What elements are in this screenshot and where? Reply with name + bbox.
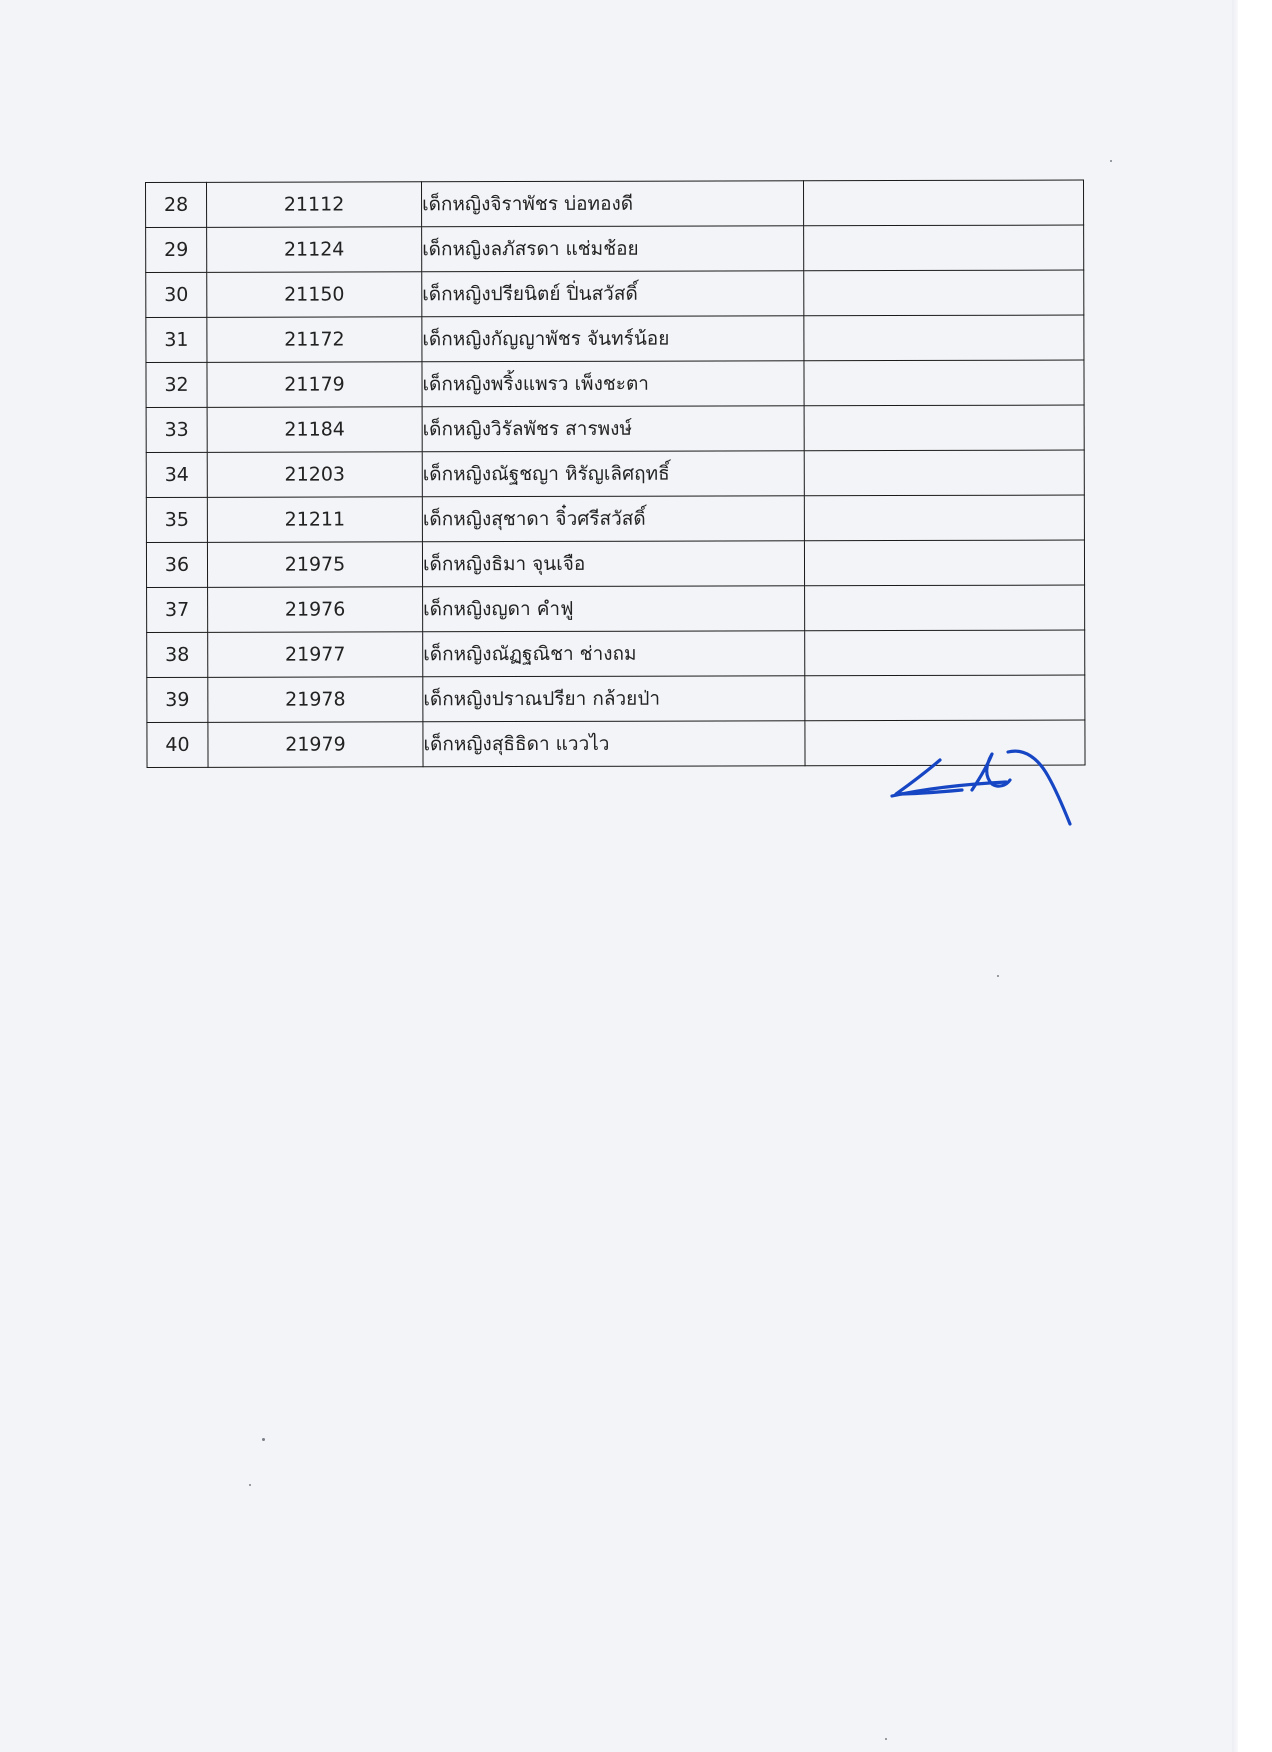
table-row [146,360,1084,407]
cell-student-name: เด็กหญิงวิรัลพัชร สารพงษ์ [422,406,804,452]
handwritten-signature [888,744,1078,828]
cell-student-id: 21203 [207,452,422,498]
cell-number: 35 [146,497,207,542]
cell-number: 34 [146,452,207,497]
cell-remark [804,405,1084,451]
cell-student-id: 21978 [208,677,423,723]
table-row [147,630,1085,677]
table-row [146,270,1084,317]
cell-number: 28 [146,182,207,227]
scan-speck [997,975,999,977]
page-edge-shadow [1232,0,1238,1752]
cell-remark [804,450,1084,496]
table-row [147,585,1085,632]
cell-student-name: เด็กหญิงณัฐชญา หิรัญเลิศฤทธิ์ [422,451,804,497]
cell-number: 31 [146,317,207,362]
table-row [146,180,1084,227]
cell-student-name: เด็กหญิงญดา คำฟู [423,586,805,632]
cell-remark [804,270,1084,316]
cell-remark [804,225,1084,271]
cell-student-name: เด็กหญิงสุชาดา จิ๋วศรีสวัสดิ์ [422,496,804,542]
scan-speck [885,1738,887,1740]
roster-body [146,180,1086,767]
cell-student-name: เด็กหญิงสุธิธิดา แววไว [423,721,805,767]
table-row [146,450,1084,497]
cell-student-name: เด็กหญิงปรียนิตย์ ปิ่นสวัสดิ์ [422,271,804,317]
scan-speck [262,1438,265,1441]
cell-student-id: 21976 [208,587,423,633]
signature-stroke-tail [1008,751,1070,824]
cell-student-name: เด็กหญิงธิมา จุนเจือ [422,541,804,587]
cell-remark [804,540,1084,586]
cell-student-id: 21977 [208,632,423,678]
cell-number: 36 [146,542,207,587]
cell-student-id: 21179 [207,362,422,408]
table-row [146,540,1084,587]
cell-number: 38 [147,632,208,677]
scan-speck [249,1484,251,1486]
cell-student-id: 21975 [207,542,422,588]
cell-remark [804,495,1084,541]
cell-student-name: เด็กหญิงลภัสรดา แช่มช้อย [422,226,804,272]
cell-student-id: 21979 [208,722,423,768]
table-row [146,315,1084,362]
cell-remark [805,585,1085,631]
cell-remark [805,630,1085,676]
student-roster-table [145,180,1086,768]
cell-number: 39 [147,677,208,722]
cell-number: 29 [146,227,207,272]
cell-student-name: เด็กหญิงณัฏฐณิชา ช่างถม [423,631,805,677]
cell-student-id: 21172 [207,317,422,363]
table-row [147,675,1085,722]
cell-student-name: เด็กหญิงจิราพัชร บ่อทองดี [422,181,804,227]
cell-number: 30 [146,272,207,317]
cell-student-id: 21150 [207,272,422,318]
cell-student-id: 21124 [207,227,422,273]
cell-remark [804,360,1084,406]
cell-student-name: เด็กหญิงพริ้งแพรว เพ็งชะตา [422,361,804,407]
cell-number: 33 [146,407,207,452]
cell-student-id: 21112 [207,182,422,228]
cell-remark [805,675,1085,721]
table-row [146,225,1084,272]
cell-remark [803,180,1083,226]
cell-number: 32 [146,362,207,407]
cell-student-name: เด็กหญิงปราณปรียา กล้วยป่า [423,676,805,722]
cell-student-id: 21211 [207,497,422,543]
table-row [146,495,1084,542]
scan-speck [1110,160,1112,162]
table-row [146,405,1084,452]
cell-number: 40 [147,722,208,767]
cell-student-name: เด็กหญิงกัญญาพัชร จันทร์น้อย [422,316,804,362]
cell-remark [804,315,1084,361]
cell-number: 37 [147,587,208,632]
cell-student-id: 21184 [207,407,422,453]
